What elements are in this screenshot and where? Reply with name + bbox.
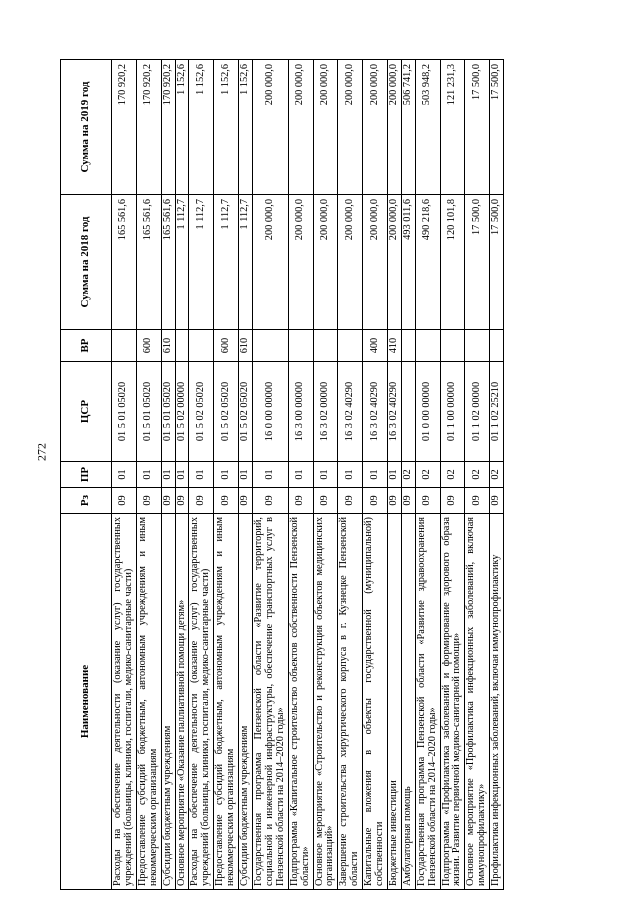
row-rz: 09 xyxy=(214,488,239,514)
row-sum-2019: 200 000,0 xyxy=(387,60,401,195)
row-csr: 01 5 02 05020 xyxy=(189,362,214,462)
header-pr: ПР xyxy=(61,462,112,488)
row-sum-2019: 1 152,6 xyxy=(239,60,253,195)
row-vr xyxy=(415,330,440,362)
row-pr: 02 xyxy=(401,462,415,488)
row-sum-2019: 503 948,2 xyxy=(415,60,440,195)
row-sum-2018: 165 561,6 xyxy=(112,195,137,330)
row-pr: 01 xyxy=(112,462,137,488)
row-csr: 01 0 00 00000 xyxy=(415,362,440,462)
row-sum-2018: 493 011,6 xyxy=(401,195,415,330)
header-rz: Рз xyxy=(61,488,112,514)
row-rz: 09 xyxy=(490,488,504,514)
row-pr: 01 xyxy=(175,462,189,488)
row-sum-2018: 17 500,0 xyxy=(465,195,490,330)
row-csr: 16 3 02 40290 xyxy=(338,362,363,462)
table-row xyxy=(401,60,415,890)
row-sum-2019: 506 741,2 xyxy=(401,60,415,195)
row-csr: 01 5 02 05020 xyxy=(239,362,253,462)
table-row xyxy=(415,60,440,890)
row-rz: 09 xyxy=(239,488,253,514)
row-name: Государственная программа Пензенской области «Развитие здравоохранения Пензенской области на 2014–2020 годы» xyxy=(415,514,440,890)
table-row xyxy=(363,60,388,890)
row-sum-2019: 200 000,0 xyxy=(338,60,363,195)
row-csr: 01 5 01 05020 xyxy=(112,362,137,462)
row-vr: 400 xyxy=(363,330,388,362)
row-pr: 02 xyxy=(465,462,490,488)
row-name: Расходы на обеспечение деятельности (оказание услуг) государственных учреждений (больницы, клиники, госпитали, медико-санитарные части) xyxy=(112,514,137,890)
row-sum-2018: 200 000,0 xyxy=(313,195,338,330)
row-sum-2019: 1 152,6 xyxy=(214,60,239,195)
row-name: Бюджетные инвестиции xyxy=(387,514,401,890)
budget-table xyxy=(60,59,504,890)
row-vr: 410 xyxy=(387,330,401,362)
table-row xyxy=(112,60,137,890)
row-sum-2018: 17 500,0 xyxy=(490,195,504,330)
row-vr xyxy=(338,330,363,362)
row-pr: 01 xyxy=(313,462,338,488)
row-sum-2019: 170 920,2 xyxy=(112,60,137,195)
table-row xyxy=(288,60,313,890)
row-sum-2018: 200 000,0 xyxy=(363,195,388,330)
row-vr xyxy=(252,330,288,362)
row-sum-2018: 200 000,0 xyxy=(338,195,363,330)
row-csr: 16 3 02 40290 xyxy=(363,362,388,462)
row-csr: 01 5 02 05020 xyxy=(214,362,239,462)
row-sum-2019: 200 000,0 xyxy=(288,60,313,195)
row-sum-2018: 1 112,7 xyxy=(239,195,253,330)
row-pr: 01 xyxy=(189,462,214,488)
row-pr: 01 xyxy=(136,462,161,488)
row-vr xyxy=(490,330,504,362)
header-vr: ВР xyxy=(61,330,112,362)
row-pr: 02 xyxy=(440,462,465,488)
table-row xyxy=(252,60,288,890)
row-vr xyxy=(189,330,214,362)
table-row xyxy=(136,60,161,890)
row-name: Основное мероприятие «Строительство и реконструкция объектов медицинских организаций» xyxy=(313,514,338,890)
row-sum-2019: 170 920,2 xyxy=(161,60,175,195)
row-rz: 09 xyxy=(189,488,214,514)
row-rz: 09 xyxy=(465,488,490,514)
table-body xyxy=(112,60,504,890)
header-sum-2018: Сумма на 2018 год xyxy=(61,195,112,330)
row-sum-2019: 200 000,0 xyxy=(313,60,338,195)
row-sum-2019: 200 000,0 xyxy=(252,60,288,195)
row-csr: 01 5 02 00000 xyxy=(175,362,189,462)
row-sum-2018: 165 561,6 xyxy=(136,195,161,330)
table-header-row xyxy=(61,60,112,890)
table-row xyxy=(387,60,401,890)
row-csr: 16 0 00 00000 xyxy=(252,362,288,462)
row-sum-2018: 1 112,7 xyxy=(175,195,189,330)
row-name: Предоставление субсидий бюджетным, автономным учреждениям и иным некоммерческим организациям xyxy=(136,514,161,890)
row-sum-2019: 1 152,6 xyxy=(175,60,189,195)
row-csr: 01 5 01 05020 xyxy=(136,362,161,462)
row-vr xyxy=(288,330,313,362)
table-row xyxy=(175,60,189,890)
row-name: Основное мероприятие «Профилактика инфекционных заболеваний, включая иммунопрофилактику» xyxy=(465,514,490,890)
row-csr: 01 1 02 00000 xyxy=(465,362,490,462)
table-row xyxy=(214,60,239,890)
row-pr: 02 xyxy=(490,462,504,488)
row-pr: 01 xyxy=(161,462,175,488)
row-sum-2018: 1 112,7 xyxy=(214,195,239,330)
row-sum-2019: 200 000,0 xyxy=(363,60,388,195)
row-vr xyxy=(313,330,338,362)
row-pr: 01 xyxy=(239,462,253,488)
row-pr: 01 xyxy=(252,462,288,488)
row-pr: 01 xyxy=(387,462,401,488)
row-rz: 09 xyxy=(440,488,465,514)
row-vr xyxy=(112,330,137,362)
row-vr: 610 xyxy=(161,330,175,362)
row-sum-2019: 1 152,6 xyxy=(189,60,214,195)
row-sum-2019: 17 500,0 xyxy=(490,60,504,195)
row-sum-2018: 1 112,7 xyxy=(189,195,214,330)
row-rz: 09 xyxy=(175,488,189,514)
row-vr: 600 xyxy=(136,330,161,362)
row-rz: 09 xyxy=(112,488,137,514)
row-rz: 09 xyxy=(401,488,415,514)
row-rz: 09 xyxy=(387,488,401,514)
row-name: Профилактика инфекционных заболеваний, включая иммунопрофилактику xyxy=(490,514,504,890)
row-csr: 16 3 00 00000 xyxy=(288,362,313,462)
table-row xyxy=(239,60,253,890)
row-rz: 09 xyxy=(363,488,388,514)
row-name: Субсидии бюджетным учреждениям xyxy=(239,514,253,890)
row-vr: 600 xyxy=(214,330,239,362)
row-pr: 01 xyxy=(363,462,388,488)
row-sum-2018: 200 000,0 xyxy=(252,195,288,330)
row-csr: 01 1 00 00000 xyxy=(440,362,465,462)
table-row xyxy=(161,60,175,890)
table-row xyxy=(338,60,363,890)
rotated-page-content xyxy=(60,60,572,890)
row-vr xyxy=(401,330,415,362)
row-name: Подпрограмма «Профилактика заболеваний и формирование здорового образа жизни. Развитие первичной медико-санитарной помощи» xyxy=(440,514,465,890)
header-name: Наименование xyxy=(61,514,112,890)
row-pr: 01 xyxy=(338,462,363,488)
row-pr: 01 xyxy=(214,462,239,488)
row-csr: 16 3 02 40290 xyxy=(387,362,401,462)
row-vr xyxy=(465,330,490,362)
table-row xyxy=(313,60,338,890)
row-sum-2018: 200 000,0 xyxy=(288,195,313,330)
table-row xyxy=(490,60,504,890)
table-row xyxy=(189,60,214,890)
row-csr: 16 3 02 00000 xyxy=(313,362,338,462)
row-sum-2018: 120 101,8 xyxy=(440,195,465,330)
row-rz: 09 xyxy=(313,488,338,514)
row-rz: 09 xyxy=(415,488,440,514)
row-name: Амбулаторная помощь xyxy=(401,514,415,890)
row-vr xyxy=(440,330,465,362)
row-rz: 09 xyxy=(338,488,363,514)
row-pr: 02 xyxy=(415,462,440,488)
row-name: Подпрограмма «Капитальное строительство объектов собственности Пензенской области» xyxy=(288,514,313,890)
table-row xyxy=(465,60,490,890)
row-name: Субсидии бюджетным учреждениям xyxy=(161,514,175,890)
row-sum-2019: 121 231,3 xyxy=(440,60,465,195)
row-sum-2019: 170 920,2 xyxy=(136,60,161,195)
page-number: 272 xyxy=(34,443,49,461)
row-name: Государственная программа Пензенской области «Развитие территорий, социальной и инженерной инфраструктуры, обеспечение транспортных услуг в Пензенской области на 2014–2020 годы» xyxy=(252,514,288,890)
row-name: Завершение строительства хирургического корпуса в г. Кузнецке Пензенской области xyxy=(338,514,363,890)
row-name: Расходы на обеспечение деятельности (оказание услуг) государственных учреждений (больницы, клиники, госпитали, медико-санитарные части) xyxy=(189,514,214,890)
row-vr xyxy=(175,330,189,362)
row-rz: 09 xyxy=(288,488,313,514)
row-sum-2019: 17 500,0 xyxy=(465,60,490,195)
header-sum-2019: Сумма на 2019 год xyxy=(61,60,112,195)
row-sum-2018: 200 000,0 xyxy=(387,195,401,330)
table-row xyxy=(440,60,465,890)
row-vr: 610 xyxy=(239,330,253,362)
row-csr xyxy=(401,362,415,462)
row-rz: 09 xyxy=(161,488,175,514)
row-name: Основное мероприятие «Оказание паллиативной помощи детям» xyxy=(175,514,189,890)
row-name: Капитальные вложения в объекты государственной (муниципальной) собственности xyxy=(363,514,388,890)
row-csr: 01 5 01 05020 xyxy=(161,362,175,462)
header-csr: ЦСР xyxy=(61,362,112,462)
row-sum-2018: 165 561,6 xyxy=(161,195,175,330)
row-csr: 01 1 02 25210 xyxy=(490,362,504,462)
row-rz: 09 xyxy=(136,488,161,514)
row-pr: 01 xyxy=(288,462,313,488)
row-sum-2018: 490 218,6 xyxy=(415,195,440,330)
row-rz: 09 xyxy=(252,488,288,514)
row-name: Предоставление субсидий бюджетным, автономным учреждениям и иным некоммерческим организациям xyxy=(214,514,239,890)
